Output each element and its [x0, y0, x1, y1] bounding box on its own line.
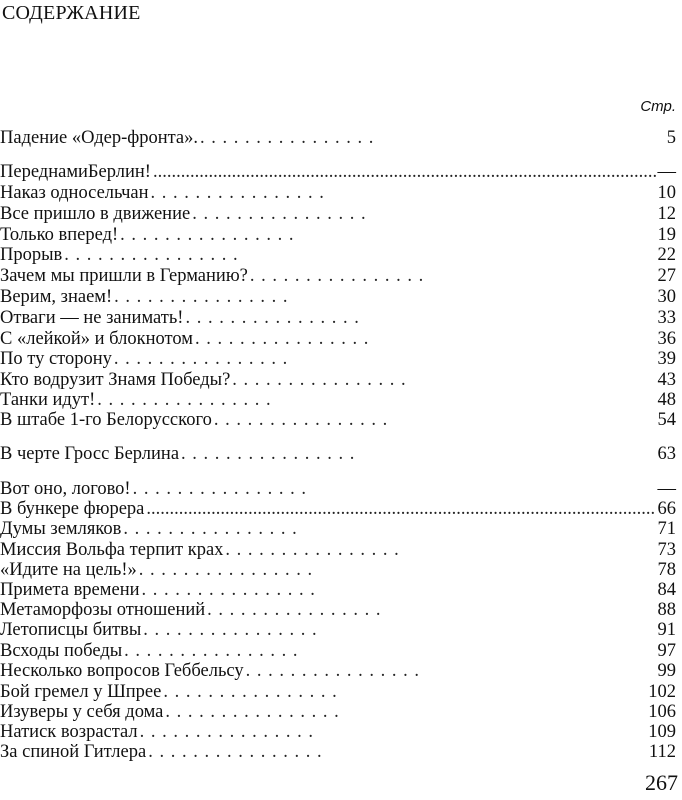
toc-entry-title: В штабе 1-го Белорусского — [0, 410, 212, 430]
toc-leader — [151, 183, 656, 203]
toc-entry-title: По ту сторону — [0, 349, 112, 369]
toc-entry[interactable] — [0, 183, 676, 203]
toc-entry-title: Кто водрузит Знамя Победы? — [0, 370, 231, 390]
toc-leader — [225, 540, 655, 560]
toc-entry[interactable] — [0, 540, 676, 560]
toc-entry-title: Наказ односельчан — [0, 183, 149, 203]
toc-entry[interactable] — [0, 702, 676, 722]
toc-entry-page: 19 — [657, 225, 676, 245]
toc-entry-page: 54 — [657, 410, 676, 430]
toc-leader — [124, 641, 655, 661]
toc-entry-title: С «лейкой» и блокнотом — [0, 329, 193, 349]
toc-entry-page: — — [657, 479, 676, 499]
toc-entry[interactable] — [0, 682, 676, 702]
toc-leader — [143, 620, 655, 640]
toc-entry-title: Танки идут! — [0, 390, 96, 410]
toc-entry-title: В бункере фюрера — [0, 499, 145, 519]
toc-entry[interactable] — [0, 128, 676, 148]
toc-entry[interactable] — [0, 641, 676, 661]
toc-leader — [185, 308, 655, 328]
toc-entry-title: Думы земляков — [0, 519, 122, 539]
toc-entry-page: 66 — [657, 499, 676, 519]
toc-entry-page: 88 — [657, 600, 676, 620]
toc-entry-title: Падение «Одер-фронта». — [0, 128, 199, 148]
toc-leader — [142, 580, 656, 600]
toc-entry[interactable] — [0, 580, 676, 600]
toc-entry-page: 33 — [657, 308, 676, 328]
toc-leader — [97, 390, 655, 410]
toc-entry-page: 27 — [657, 266, 676, 286]
toc-leader — [123, 519, 655, 539]
toc-leader — [140, 722, 647, 742]
toc-entry-title: Метаморфозы отношений — [0, 600, 206, 620]
toc-entry-title: Вот оно, логово! — [0, 479, 131, 499]
toc-entry-page: 10 — [657, 183, 676, 203]
toc-entry[interactable] — [0, 266, 676, 286]
toc-entry-title: В черте Гросс Берлина — [0, 444, 180, 464]
toc-entry-page: 84 — [657, 580, 676, 600]
toc-entry-page: 43 — [657, 370, 676, 390]
toc-entry-page: 12 — [657, 204, 676, 224]
toc-entry[interactable] — [0, 162, 676, 182]
toc-entry-page: 30 — [657, 287, 676, 307]
toc-entry[interactable] — [0, 370, 676, 390]
toc-entry-page: 39 — [657, 349, 676, 369]
page-title: СОДЕРЖАНИЕ — [2, 2, 141, 24]
toc-leader — [207, 600, 655, 620]
toc-entry-page: 109 — [648, 722, 676, 742]
toc-leader — [120, 225, 655, 245]
toc-entry-page: 97 — [657, 641, 676, 661]
toc-leader — [146, 499, 655, 519]
toc-entry[interactable] — [0, 661, 676, 681]
toc-leader — [64, 245, 655, 265]
toc-entry-title: Все пришло в движение — [0, 204, 191, 224]
toc-entry[interactable] — [0, 444, 676, 464]
toc-entry-page: 22 — [657, 245, 676, 265]
toc-leader — [195, 329, 656, 349]
toc-entry-page: 78 — [657, 560, 676, 580]
toc-entry[interactable] — [0, 245, 676, 265]
toc-entry-title: Отваги — не занимать! — [0, 308, 184, 328]
toc-entry[interactable] — [0, 349, 676, 369]
toc-entry-title: Всходы победы — [0, 641, 123, 661]
toc-entry[interactable] — [0, 620, 676, 640]
toc-leader — [250, 266, 656, 286]
toc-entry-title: Изуверы у себя дома — [0, 702, 164, 722]
toc-leader — [114, 287, 655, 307]
toc-entry[interactable] — [0, 410, 676, 430]
toc-entry-page: 5 — [666, 128, 676, 148]
toc-leader — [148, 742, 647, 762]
toc-leader — [139, 560, 656, 580]
toc-entry-title: Верим, знаем! — [0, 287, 113, 307]
toc-leader — [163, 682, 646, 702]
toc-entry[interactable] — [0, 479, 676, 499]
toc-entry[interactable] — [0, 225, 676, 245]
toc-entry[interactable] — [0, 329, 676, 349]
toc-entry-page: 71 — [657, 519, 676, 539]
toc-entry-title: Только вперед! — [0, 225, 119, 245]
toc-entry[interactable] — [0, 600, 676, 620]
toc-entry-title: За спиной Гитлера — [0, 742, 147, 762]
toc-entry-page: 91 — [657, 620, 676, 640]
toc-entry-title: Прорыв — [0, 245, 63, 265]
toc-entry-page: 36 — [657, 329, 676, 349]
toc-entry-title: Летописцы битвы — [0, 620, 142, 640]
toc-entry-title: Несколько вопросов Геббельсу — [0, 661, 244, 681]
toc-entry[interactable] — [0, 499, 676, 519]
page-number: 267 — [645, 770, 678, 795]
toc-leader — [114, 349, 656, 369]
toc-entry[interactable] — [0, 308, 676, 328]
toc-entry-page: 106 — [648, 702, 676, 722]
toc-entry-page: — — [657, 162, 676, 182]
toc-entry-title: Бой гремел у Шпрее — [0, 682, 162, 702]
toc-leader — [192, 204, 655, 224]
toc-leader — [232, 370, 655, 390]
toc-entry-page: 102 — [648, 682, 676, 702]
toc-leader — [153, 162, 656, 182]
toc-entry[interactable] — [0, 204, 676, 224]
toc-entry-title: ПереднамиБерлин! — [0, 162, 151, 182]
page-column-label: Стр. — [640, 98, 676, 115]
toc-entry[interactable] — [0, 722, 676, 742]
toc-entry-page: 73 — [657, 540, 676, 560]
toc-entry-title: Зачем мы пришли в Германию? — [0, 266, 248, 286]
toc-entry-title: «Идите на цель!» — [0, 560, 137, 580]
toc-entry-title: Миссия Вольфа терпит крах — [0, 540, 224, 560]
toc-entry-title: Натиск возрастал — [0, 722, 138, 742]
toc-leader — [246, 661, 656, 681]
toc-entry[interactable] — [0, 287, 676, 307]
toc-entry[interactable] — [0, 390, 676, 410]
toc-leader — [214, 410, 656, 430]
toc-entry-page: 48 — [657, 390, 676, 410]
toc-leader — [181, 444, 655, 464]
toc-entry[interactable] — [0, 519, 676, 539]
toc-entry[interactable] — [0, 742, 676, 762]
toc-leader — [165, 702, 646, 722]
toc-entry-title: Примета времени — [0, 580, 140, 600]
toc-entry-page: 99 — [657, 661, 676, 681]
toc-leader — [133, 479, 656, 499]
toc-entry[interactable] — [0, 560, 676, 580]
toc-leader — [200, 128, 664, 148]
toc-entry-page: 112 — [648, 742, 676, 762]
toc-entry-page: 63 — [657, 444, 676, 464]
